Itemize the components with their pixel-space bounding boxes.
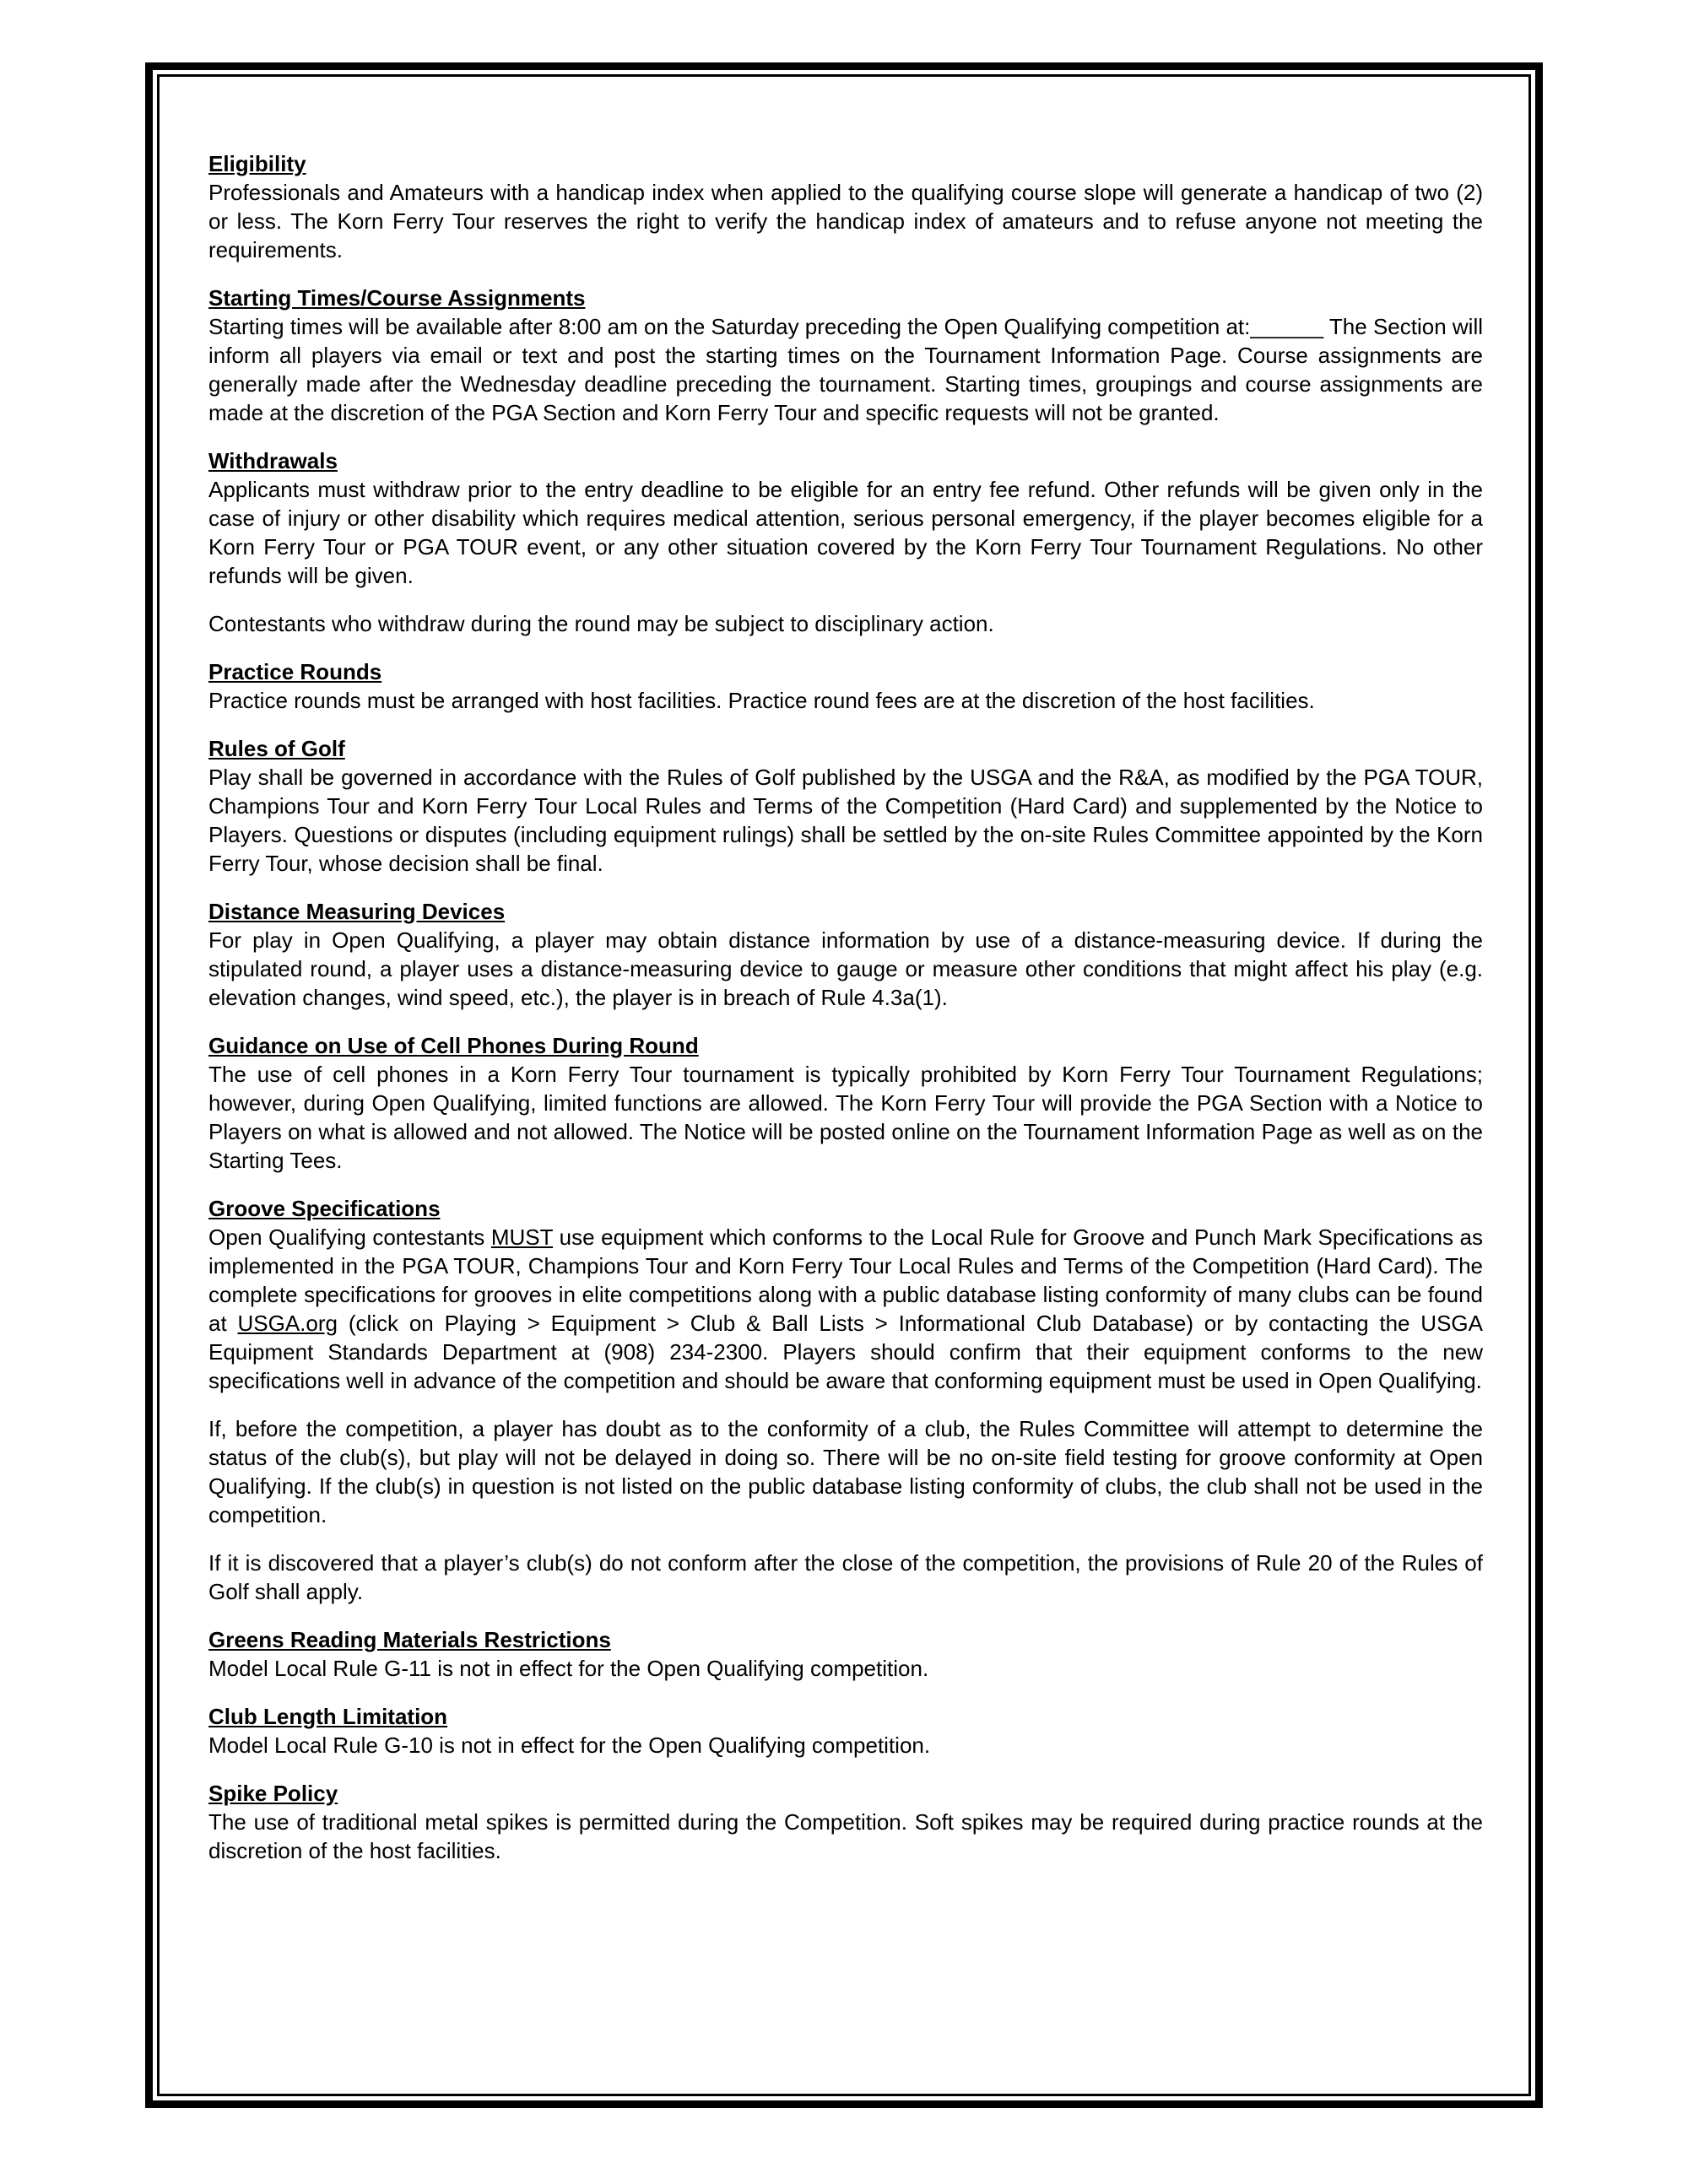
- document-section: [208, 897, 1483, 1012]
- section-heading: Spike Policy: [208, 1781, 338, 1806]
- section-heading: Practice Rounds: [208, 659, 382, 684]
- paragraph-text: Play shall be governed in accordance with the Rules of Golf published by the USGA and the R&A, as modified by the PGA TOUR, Champions Tour and Korn Ferry Tour Local Rules and Terms of the Competition (Hard Card) and supplemented by the Notice to Players. Questions or disputes (including equipment rulings) shall be settled by the on-site Rules Committee appointed by the Korn Ferry Tour, whose decision shall be final.: [208, 765, 1483, 876]
- document-section: [208, 734, 1483, 878]
- document-section: [208, 1031, 1483, 1175]
- section-heading: Guidance on Use of Cell Phones During Round: [208, 1033, 699, 1058]
- section-heading: Greens Reading Materials Restrictions: [208, 1627, 611, 1652]
- section-paragraph: [208, 1223, 1483, 1395]
- paragraph-text: Applicants must withdraw prior to the entry deadline to be eligible for an entry fee refund. Other refunds will be given only in the case of injury or other disability which requires medical attention, serious personal emergency, if the player becomes eligible for a Korn Ferry Tour or PGA TOUR event, or any other situation covered by the Korn Ferry Tour Tournament Regulations. No other refunds will be given.: [208, 477, 1483, 588]
- paragraph-text: (click on Playing > Equipment > Club & Ball Lists > Informational Club Database) or by contacting the USGA Equipment Standards Department at (908) 234-2300. Players should confirm that their equipment conforms to the new specifications well in advance of the competition and should be aware that conforming equipment must be used in Open Qualifying.: [208, 1311, 1483, 1393]
- document-sections: [208, 149, 1483, 1865]
- paragraph-text: Starting times will be available after 8:00 am on the Saturday preceding the Open Qualifying competition at:______ The Section will inform all players via email or text and post the starting times on the Tournament Information Page. Course assignments are generally made after the Wednesday deadline preceding the tournament. Starting times, groupings and course assignments are made at the discretion of the PGA Section and Korn Ferry Tour and specific requests will not be granted.: [208, 314, 1483, 425]
- section-paragraph: [208, 1808, 1483, 1865]
- page-border-outer: [145, 62, 1543, 2108]
- underlined-text: MUST: [490, 1224, 554, 1250]
- document-section: [208, 284, 1483, 427]
- page-border-inner: [157, 74, 1531, 2096]
- section-paragraph: [208, 1654, 1483, 1683]
- section-heading: Withdrawals: [208, 448, 338, 473]
- paragraph-text: The use of cell phones in a Korn Ferry Tour tournament is typically prohibited by Korn Ferry Tour Tournament Regulations; however, during Open Qualifying, limited functions are allowed. The Korn Ferry Tour will provide the PGA Section with a Notice to Players on what is allowed and not allowed. The Notice will be posted online on the Tournament Information Page as well as on the Starting Tees.: [208, 1062, 1483, 1173]
- section-heading: Starting Times/Course Assignments: [208, 285, 586, 311]
- document-section: [208, 1702, 1483, 1760]
- document-section: [208, 446, 1483, 638]
- paragraph-text: Practice rounds must be arranged with host facilities. Practice round fees are at the discretion of the host facilities.: [208, 688, 1315, 713]
- section-heading: Rules of Golf: [208, 736, 345, 761]
- section-paragraph: [208, 1549, 1483, 1606]
- document-section: [208, 149, 1483, 264]
- section-heading: Distance Measuring Devices: [208, 899, 506, 924]
- paragraph-text: If, before the competition, a player has doubt as to the conformity of a club, the Rules Committee will attempt to determine the status of the club(s), but play will not be delayed in doing so. There will be no on-site field testing for groove conformity at Open Qualifying. If the club(s) in question is not listed on the public database listing conformity of clubs, the club shall not be used in the competition.: [208, 1416, 1483, 1527]
- section-heading: Groove Specifications: [208, 1196, 441, 1221]
- paragraph-text: Model Local Rule G-11 is not in effect for the Open Qualifying competition.: [208, 1656, 929, 1681]
- paragraph-text: For play in Open Qualifying, a player may obtain distance information by use of a distance-measuring device. If during the stipulated round, a player uses a distance-measuring device to gauge or measure other conditions that might affect his play (e.g. elevation changes, wind speed, etc.), the player is in breach of Rule 4.3a(1).: [208, 927, 1483, 1010]
- section-paragraph: [208, 475, 1483, 590]
- section-paragraph: [208, 312, 1483, 427]
- paragraph-text: Open Qualifying contestants: [208, 1224, 491, 1250]
- section-paragraph: [208, 763, 1483, 878]
- paragraph-text: If it is discovered that a player’s club(s) do not conform after the close of the competition, the provisions of Rule 20 of the Rules of Golf shall apply.: [208, 1550, 1483, 1604]
- section-paragraph: [208, 1060, 1483, 1175]
- section-paragraph: [208, 609, 1483, 638]
- section-paragraph: [208, 178, 1483, 264]
- paragraph-text: Contestants who withdraw during the round may be subject to disciplinary action.: [208, 611, 994, 636]
- paragraph-text: Model Local Rule G-10 is not in effect for the Open Qualifying competition.: [208, 1733, 931, 1758]
- section-paragraph: [208, 926, 1483, 1012]
- section-heading: Eligibility: [208, 151, 306, 176]
- document-section: [208, 657, 1483, 715]
- document-section: [208, 1194, 1483, 1606]
- paragraph-text: Professionals and Amateurs with a handicap index when applied to the qualifying course slope will generate a handicap of two (2) or less. The Korn Ferry Tour reserves the right to verify the handicap index of amateurs and to refuse anyone not meeting the requirements.: [208, 180, 1483, 262]
- underlined-text: USGA.org: [237, 1311, 338, 1336]
- document-section: [208, 1779, 1483, 1865]
- section-paragraph: [208, 1731, 1483, 1760]
- document-section: [208, 1625, 1483, 1683]
- section-paragraph: [208, 686, 1483, 715]
- section-heading: Club Length Limitation: [208, 1704, 448, 1729]
- paragraph-text: The use of traditional metal spikes is permitted during the Competition. Soft spikes may be required during practice rounds at the discretion of the host facilities.: [208, 1809, 1483, 1863]
- section-paragraph: [208, 1414, 1483, 1529]
- paragraph-text: use equipment which conforms to the Local Rule for Groove and Punch Mark Specifications as implemented in the PGA TOUR, Champions Tour and Korn Ferry Tour Local Rules and Terms of the Competition (Hard Card). The complete specifications for grooves in elite competitions along with a public database listing conformity of many clubs can be found at: [208, 1224, 1483, 1336]
